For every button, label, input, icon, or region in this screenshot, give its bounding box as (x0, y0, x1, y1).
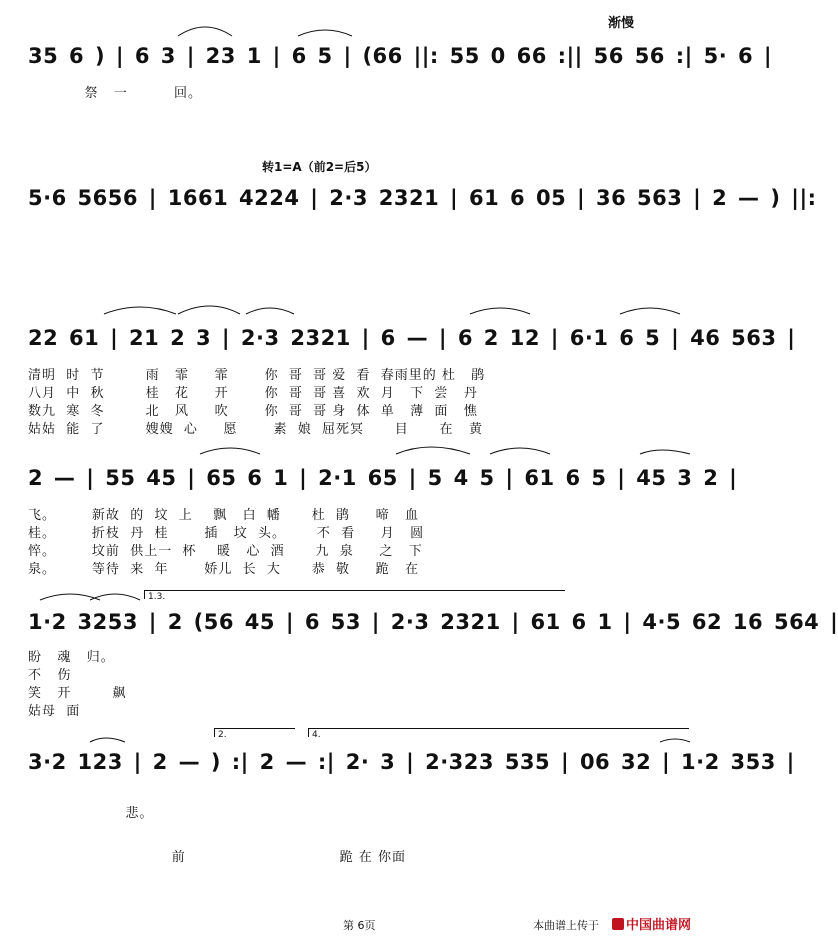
lyric-line: 不 伤 (28, 668, 72, 683)
slur-mark (490, 448, 550, 454)
lyric-line: 清明 时 节 雨 霏 霏 你 哥 哥 爱 看 春雨里的 杜 鹃 (28, 368, 486, 383)
slur-mark (640, 450, 690, 454)
lyric-line: 桂。 折枝 丹 桂 插 坟 头。 不 看 月 圆 (28, 526, 425, 541)
upload-note: 本曲谱上传于 (533, 919, 599, 932)
slur-mark (90, 738, 125, 742)
key-change: 转1=A（前2=后5） (262, 160, 377, 174)
slur-mark (178, 306, 240, 314)
slur-mark (298, 30, 352, 36)
notation-line: 22 61 | 21 2 3 | 2·3 2321 | 6 — | 6 2 12 | 6·1 6 5 | 46 563 | (28, 326, 796, 350)
lyric-line: 祭 一 回。 (28, 86, 203, 101)
notation-line: 3·2 123 | 2 — ) :| 2 — :| 2· 3 | 2·323 535 | 06 32 | 1·2 353 | (28, 750, 795, 774)
slur-mark (104, 307, 176, 314)
lyric-line: 盼 魂 归。 (28, 650, 115, 665)
slur-mark (178, 27, 232, 36)
lyric-line: 姑母 面 (28, 704, 81, 719)
lyric-line: 姑姑 能 了 嫂嫂 心 愿 素 娘 屈死冥 目 在 黄 (28, 422, 483, 437)
slur-mark (470, 308, 530, 314)
slur-mark (246, 308, 294, 314)
lyric-line: 数九 寒 冬 北 风 吹 你 哥 哥 身 体 单 薄 面 憔 (28, 404, 478, 419)
slur-mark (200, 448, 260, 454)
slur-mark (660, 739, 690, 742)
tempo-marking: 渐慢 (608, 16, 635, 31)
site-logo (612, 914, 691, 933)
notation-line: 5·6 5656 | 1661 4224 | 2·3 2321 | 61 6 05 | 36 563 | 2 — ) ||: (28, 186, 817, 210)
logo-icon (612, 918, 624, 930)
lyric-line: 悴。 坟前 供上一 杯 暖 心 酒 九 泉 之 下 (28, 544, 423, 559)
lyric-line: 悲。 (28, 806, 154, 821)
notation-line: 1·2 3253 | 2 (56 45 | 6 53 | 2·3 2321 | 61 6 1 | 4·5 62 16 564 | (28, 610, 838, 634)
volta-label: 2. (218, 730, 227, 740)
slur-mark (396, 447, 470, 454)
logo-text: 中国曲谱网 (626, 918, 692, 933)
lyric-line: 飞。 新故 的 坟 上 飘 白 幡 杜 鹃 啼 血 (28, 508, 420, 523)
slur-mark (620, 308, 680, 314)
lyric-line: 八月 中 秋 桂 花 开 你 哥 哥 喜 欢 月 下 尝 丹 (28, 386, 478, 401)
notation-line: 35 6 ) | 6 3 | 23 1 | 6 5 | (66 ||: 55 0 66 :|| 56 56 :| 5· 6 | (28, 44, 773, 68)
page-number: 第 6页 (343, 919, 376, 932)
notation-line: 2 — | 55 45 | 65 6 1 | 2·1 65 | 5 4 5 | 61 6 5 | 45 3 2 | (28, 466, 738, 490)
lyric-line: 泉。 等待 来 年 娇儿 长 大 恭 敬 跪 在 (28, 562, 420, 577)
lyric-line: 前 跪 在 你面 (28, 850, 406, 865)
volta-label: 4. (312, 730, 321, 740)
lyric-line: 笑 开 飙 (28, 686, 127, 701)
volta-label: 1.3. (148, 592, 166, 602)
